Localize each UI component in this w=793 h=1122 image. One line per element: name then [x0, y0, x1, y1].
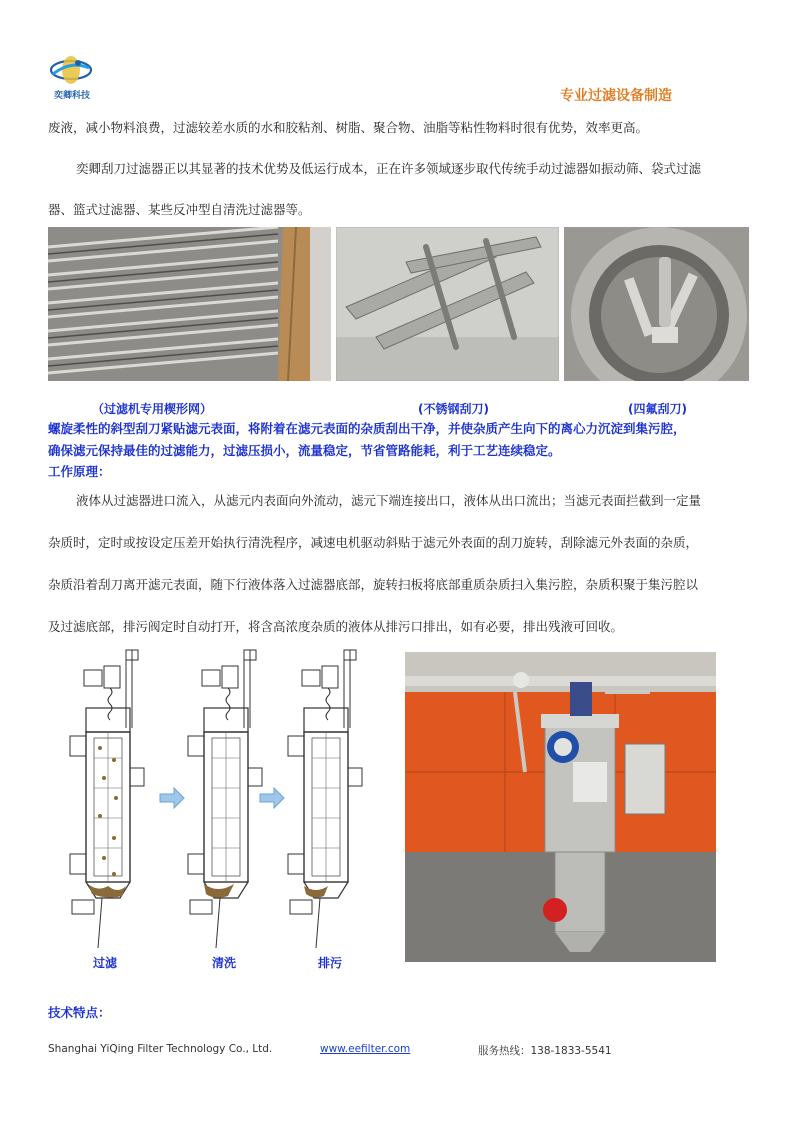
principle-line2: 杂质时，定时或按设定压差开始执行清洗程序，减速电机驱动斜贴于滤元外表面的刮刀旋转，刮除滤元外表面的杂质，	[48, 535, 699, 550]
process-diagram	[48, 648, 393, 978]
header-tagline: 专业过滤设备制造	[560, 88, 672, 104]
diagram-label-drain: 排污	[318, 956, 343, 970]
paragraph-advantage-line2: 器、篮式过滤器、某些反冲型自清洗过滤器等。	[48, 202, 311, 217]
paragraph-intro: 废液，减小物料浪费，过滤较差水质的水和胶粘剂、树脂、聚合物、油脂等粘性物料时很有优势，效率更高。	[48, 120, 649, 135]
highlight-line2: 确保滤元保持最佳的过滤能力，过滤压损小，流量稳定，节省管路能耗，利于工艺连续稳定。	[48, 443, 561, 458]
diagram-label-filter: 过滤	[93, 956, 118, 970]
diagram-label-clean: 清洗	[212, 956, 237, 970]
principle-heading: 工作原理：	[48, 464, 111, 479]
scraper-filter-equipment-photo	[405, 652, 716, 962]
footer-hotline: 服务热线：138-1833-5541	[478, 1045, 612, 1057]
principle-line4: 及过滤底部，排污阀定时自动打开，将含高浓度杂质的液体从排污口排出，如有必要，排出残液可回收。	[48, 619, 624, 634]
principle-line3: 杂质沿着刮刀离开滤元表面，随下行液体落入过滤器底部，旋转扫板将底部重质杂质扫入集污腔，杂质积聚于集污腔以	[48, 577, 699, 592]
footer-company: Shanghai YiQing Filter Technology Co., Ltd.	[48, 1043, 273, 1055]
logo-text: 奕卿科技	[53, 91, 90, 101]
features-heading: 技术特点：	[48, 1005, 111, 1020]
stainless-scraper-photo	[336, 227, 559, 381]
caption-stainless-scraper: (不锈钢刮刀)	[418, 402, 489, 416]
ptfe-scraper-photo	[564, 227, 749, 381]
caption-ptfe-scraper: (四氟刮刀)	[628, 402, 687, 416]
highlight-line1: 螺旋柔性的斜型刮刀紧贴滤元表面，将附着在滤元表面的杂质刮出干净，并使杂质产生向下的离心力沉淀到集污腔，	[48, 421, 686, 436]
wedge-mesh-photo	[48, 227, 331, 381]
footer-website-link[interactable]: www.eefilter.com	[320, 1043, 411, 1055]
paragraph-advantage-line1: 奕卿刮刀过滤器正以其显著的技术优势及低运行成本，正在许多领域逐步取代传统手动过滤器如振动筛、袋式过滤	[76, 161, 702, 176]
principle-line1: 液体从过滤器进口流入，从滤元内表面向外流动，滤元下端连接出口，液体从出口流出；当滤元表面拦截到一定量	[76, 493, 702, 508]
caption-wedge-mesh: （过滤机专用楔形网）	[92, 402, 213, 416]
